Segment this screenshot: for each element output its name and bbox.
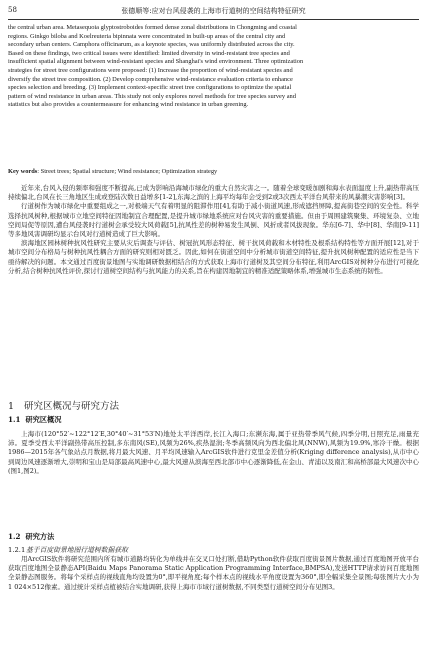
abstract-line: Based on these findings, two critical issues were identified: limited diversity in wind-resistant tree species and [8,49,290,57]
section-number: 1 [8,401,15,412]
abstract-line: secondary urban centers. Camphora officinarum, as a keynote species, was uniformly distributed across the city. [8,41,295,49]
abstract-line: species selection and breeding. (3) Implement context-specific street tree configurations to optimize the spatial [8,84,292,92]
subsection-title: 研究区概况 [25,415,62,424]
subsection-number: 1.1 [8,415,21,424]
keywords-text: : Street trees; Spatial structure; Wind resistance; Optimization strategy [37,168,218,175]
keywords-label: Key words [8,168,38,175]
subsubsection-title: 基于百度街景地图行道树数据获取 [26,546,128,554]
abstract-line: pattern of wind resistance in urban areas. This study not only explores novel methods for tree species survey and [8,92,296,100]
abstract-line: strategies for street tree configurations were proposed: (1) Increase the proportion of wind-resistant species and [8,66,293,74]
english-abstract [8,24,419,110]
section-heading [8,398,119,412]
intro-paragraph: 滨海地区园林树种抗风性研究主要从灾后调查与评估、树冠抗风形态特征、树干抗风荷载和木材特性及根系结构特性等方面开展[12],对于城市空间分布格局与树种抗风性耦合方面的研究则相对匮乏。因此,如何在街道空间中分析城市街道空间特征,提升抗风树种配置的适应性是当下亟待解决的问题。本文通过百度街景地图与实地调研数据相结合的方式获取上海市行道树及其空间分布特征,利用ArcGIS对树种分布进行可视化分析,结合树种抗风性评价,探讨行道树空间结构与抗风能力的关系,旨在构建因地制宜的精准适配策略体系,增强城市生态系统的韧性。 [8,239,419,275]
study-area-text [8,430,419,476]
subsection-heading [8,532,54,542]
header-rule [8,19,419,20]
abstract-line: regions. Ginkgo biloba and Koelreuteria bipinnata were concentrated in built-up areas of the central city and [8,32,286,40]
intro-paragraph: 近年来,台风入侵的频率和强度不断提高,已成为影响沿海城市绿化的重大自然灾害之一。随着全球变暖加剧和海水表面温度上升,副热带高压持续偏北,台风在长三角地区生成或登陆次数日益增多[1-2],东海之滨的上海平均每年会受到2或3次西太平洋台风带来的风暴潮灾害影响[3]。 [8,184,419,202]
page-header [8,6,419,20]
abstract-line: statistics but also provides a countermeasure for enhancing wind resistance in urban greening. [8,101,249,109]
intro-paragraph: 行道树作为城市绿化中重要组成之一,对极端天气有着明显的阻滞作用[4],有助于减小街道风速,形成遮挡屏障,提高街巷空间的安全性。科学选择抗风树种,根据城市立地空间特征因地制宜合理配置,是提升城市绿地系统应对台风灾害的重要措施。但由于周围建筑聚集、环境复杂、立地空间局促等原因,遭台风侵袭时行道树会承受较大风荷载[5],抗风性差的树种易发生风倒、风折或者风拔现象。华东[6-7]、华中[8]、华南[9-11]等多地风害调研均显示台风对行道树造成了巨大影响。 [8,202,419,239]
subsubsection-heading [8,544,128,554]
method-paragraph: 用ArcGIS软件将研究范围内所有城市道路均转化为单线并在交叉口处打断,借助Python软件获取百度街景图片数据,通过百度地图开放平台获取百度地图全景静态API(Baidu Maps Panorama Static Application Programming Interface,BMPSA),发送HTTP请求访问百度地图全景静态图服务。将每个采样点的视线直角均设置为0°,即平视角度;每个样本点的视线水平角度设置为360°,即全幅采集全景图;每张图片大小为1 024×512像素。通过统计采样点植被结合实地调研,获得上海市市域行道树数据,不同类型行道树空间分布见图3。 [8,555,419,591]
section-title: 研究区概况与研究方法 [24,401,120,412]
method-text [8,555,419,592]
subsection-heading [8,415,61,425]
abstract-line: diversify the street tree composition. (2) Develop comprehensive wind-resistance evaluation criteria to enhance [8,75,293,83]
subsection-title: 研究方法 [25,532,55,541]
overview-paragraph: 上海市(120°52′~122°12′E,30°40′~31°53′N)地处太平洋西岸,长江入海口;东濒东海,属于亚热带季风气候,四季分明,日照充足,雨量充沛。夏季受西太平洋副热带高压控制,多东南风(SE),风频为26%,疾热湿润;冬季高频风向为西北偏北风(NNW),风频为19.9%,寒冷干燥。根据1986—2015年各气象站点月数据,将月最大风速、月平均风速输入ArcGIS软件进行克里金差值分析(Kriging difference analysis),从市中心到周边风速逐渐增大,崇明和宝山是局部最高风速中心,最大风速从滨海至西北部市中心逐渐降低,在金山、青浦以及南汇和高桥部最大风速次中心(图1,图2)。 [8,430,419,475]
introduction [8,184,419,276]
keywords [8,168,419,177]
abstract-line: insufficient spatial alignment between wind-resistant species and Shanghai's wind environment. Three optimization [8,58,304,66]
running-title: 张德顺等:应对台风侵袭的上海市行道树的空间结构特征研究 [121,7,306,15]
subsection-number: 1.2 [8,532,21,541]
page-number: 58 [8,6,17,14]
subsubsection-number: 1.2.1 [8,546,26,554]
abstract-line: the central urban area. Metasequoia glyptostroboides formed dense zonal distributions in Chongming and coastal [8,24,297,31]
